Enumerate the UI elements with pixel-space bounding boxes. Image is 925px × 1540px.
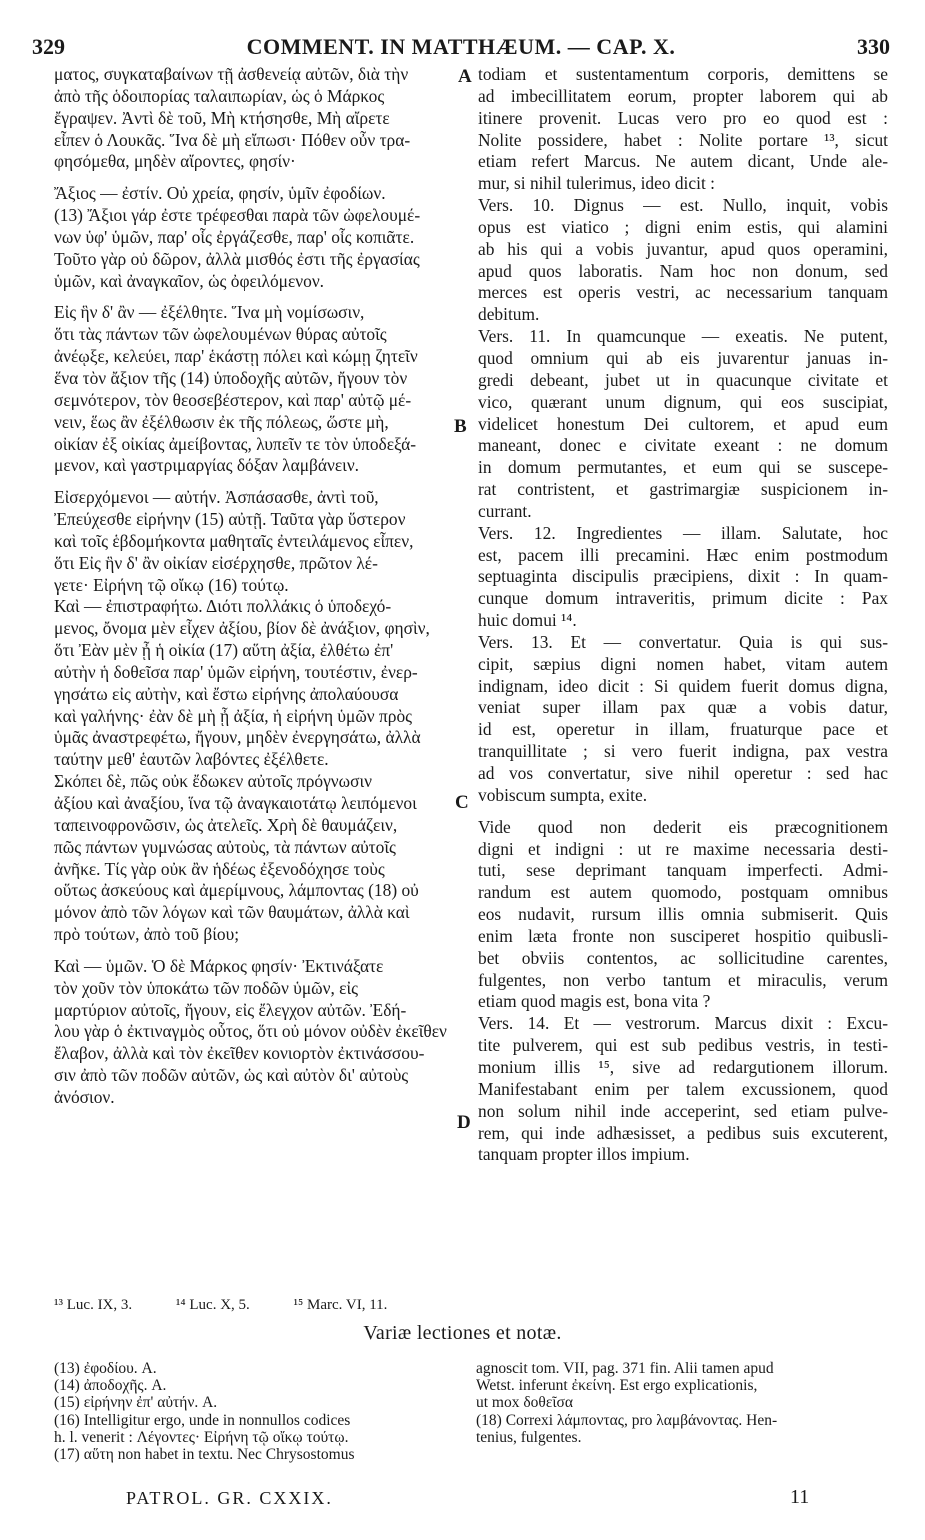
text-line: etiam quod magis est, bona vita ?: [478, 991, 711, 1012]
text-line: Vers. 10. Dignus — est. Nullo, inquit, vobis: [478, 195, 888, 216]
text-line: debitum.: [478, 304, 540, 325]
text-line: tite pulverem, qui est sub pedibus vestris, in testi-: [478, 1035, 888, 1056]
text-line: ὅτι τὰς πάντων τῶν ὠφελουμένων θύρας αὐτοῖς: [54, 324, 387, 345]
note-line: ut mox δοθεῖσα: [476, 1394, 573, 1412]
running-title: COMMENT. IN MATTHÆUM. — CAP. X.: [246, 34, 676, 59]
text-line: Vers. 13. Et — convertatur. Quia is qui sus-: [478, 631, 888, 652]
text-line: ματος, συγκαταβαίνων τῇ ἀσθενείᾳ αὐτῶν, διὰ τὴν: [54, 64, 409, 84]
text-line: Καὶ — ἐπιστραφήτω. Διότι πολλάκις ὁ ὑποδεχό-: [54, 596, 392, 617]
footnote-13: ¹³ Luc. IX, 3.: [54, 1297, 133, 1313]
text-line: veniat super illam pax quæ a vobis datur,: [478, 697, 888, 718]
text-line: ταύτην μεθ' ἑαυτῶν λαβόντες ἐξέλθετε.: [54, 749, 329, 770]
text-line: ἀνῆκε. Τίς γὰρ οὐκ ἂν ἡδέως ἐξενοδόχησε τοὺς: [54, 858, 385, 879]
text-line: indignam, ideo dicit : Si quidem fuerit domus digna,: [478, 675, 888, 696]
note-line: (18) Correxi λάμποντας, pro λαμβάνοντας. Hen-: [476, 1411, 778, 1429]
margin-letter-a: A: [458, 66, 472, 87]
page-number-left: 329: [32, 34, 65, 59]
running-header: [32, 34, 890, 64]
text-line: ὑμῶν, καὶ ἀναγκαῖον, ὡς ὀφειλόμενον.: [54, 270, 325, 291]
text-line: tranquillitate ; si vero fuerit indigna, pax vestra: [478, 741, 888, 762]
text-line: vico, quærant unum dignum, qui eos suscipiat,: [478, 391, 888, 412]
text-line: vobiscum sumpta, exite.: [478, 784, 648, 805]
footnote-14: ¹⁴ Luc. X, 5.: [175, 1297, 250, 1313]
text-line: [54, 292, 454, 302]
note-line: (15) εἰρήνην ἐπ' αὐτήν. A.: [54, 1394, 218, 1412]
text-line: todiam et sustentamentum corporis, demittens se: [478, 64, 888, 84]
text-line: Σκόπει δὲ, πῶς οὐκ ἔδωκεν αὐτοῖς πρόγνωσιν: [54, 771, 372, 792]
text-line: σιν ἀπὸ τῶν ποδῶν αὐτῶν, ὡς καὶ αὐτὸν δι' αὐτοὺς: [54, 1065, 409, 1086]
text-line: ὅτι Εἰς ἣν δ' ἂν οἰκίαν εἰσέρχησθε, πρῶτον λέ-: [54, 552, 378, 573]
text-line: merces est operis vestri, ac necessarium tanquam: [478, 282, 888, 303]
text-line: μαρτύριον αὐτοῖς, ἤγουν, εἰς ἔλεγχον αὐτῶν. Ἐδή-: [54, 999, 407, 1020]
text-line: οὕτως ἀσκεύους καὶ ἀμερίμνους, λάμποντας (18) οὐ: [54, 880, 419, 901]
text-line: καὶ γαλήνης· ἐὰν δὲ μὴ ᾖ ἀξία, ἡ εἰρήνη ὑμῶν πρὸς: [54, 705, 413, 726]
text-line: λου γὰρ ὁ ἐκτιναγμὸς οὗτος, ὅτι οὐ μόνον οὐδὲν ἐκεῖθεν: [54, 1021, 447, 1042]
text-line: opus est viatico ; digni enim estis, qui alamini: [478, 216, 888, 237]
note-line: (14) ἀποδοχῆς. A.: [54, 1377, 167, 1395]
text-line: μενος, ὄνομα μὲν εἶχεν ἀξίου, βίον δὲ ἀνάξιον, φησὶν,: [54, 618, 430, 639]
text-line: νων ὑφ' ὑμῶν, παρ' οἷς ἐργάζεσθε, παρ' οἷς κοπιᾶτε.: [54, 226, 415, 247]
text-line: ἔγραψεν. Ἀντὶ δὲ τοῦ, Μὴ κτήσησθε, Μὴ αἴρετε: [54, 107, 390, 128]
text-line: huic domui ¹⁴.: [478, 610, 577, 631]
margin-letter-b: B: [454, 416, 467, 437]
text-line: [478, 807, 888, 817]
text-line: πρὸ τούτων, ἀπὸ τοῦ βίου;: [54, 924, 240, 945]
text-line: itinere provenit. Lucas vero pro eo quod est :: [478, 107, 888, 128]
text-line: septuaginta discipulis præcipiens, dixit : In quam-: [478, 566, 888, 587]
text-line: ab his qui a vobis juvantur, apud quos operamini,: [478, 238, 888, 259]
text-line: πῶς πάντων γυμνώσας αὐτοὺς, τὰ πάντων αὐτοῖς: [54, 836, 396, 857]
footnotes: [54, 1297, 427, 1314]
footnote-15: ¹⁵ Marc. VI, 11.: [293, 1297, 388, 1313]
text-line: [54, 477, 454, 487]
note-line: (16) Intelligitur ergo, unde in nonnullos codices: [54, 1411, 351, 1429]
text-line: Καὶ — ὑμῶν. Ὁ δὲ Μάρκος φησίν· Ἐκτινάξατε: [54, 955, 384, 976]
text-line: non solum nihil inde acceperint, sed etiam pulve-: [478, 1100, 888, 1121]
text-line: currant.: [478, 500, 532, 521]
text-line: fulgentes, non verbo tantum et miraculis, verum: [478, 969, 888, 990]
text-line: μενον, καὶ γαστριμαργίας δόξαν λαμβάνειν.: [54, 455, 360, 476]
text-line: cipit, sæpius digni nomen habet, vitam autem: [478, 653, 888, 674]
text-line: enim læta fronte non susciperet hospitio quibusli-: [478, 925, 888, 946]
text-line: maneant, donec e civitate exeant : ne domum: [478, 435, 888, 456]
text-line: rat contristent, et gastrimargiæ suspicionem in-: [478, 479, 888, 500]
text-line: randum est autem quomodo, postquam omnibus: [478, 882, 888, 903]
note-line: tenius, fulgentes.: [476, 1428, 582, 1446]
latin-text-column: [478, 64, 888, 1166]
greek-text-column: [54, 64, 454, 1109]
text-line: εἶπεν ὁ Λουκᾶς. Ἵνα δὲ μὴ εἴπωσι· Πόθεν οὖν τρα-: [54, 129, 411, 150]
text-line: (13) Ἄξιοι γάρ ἐστε τρέφεσθαι παρὰ τῶν ὠφελουμέ-: [54, 205, 421, 226]
text-line: cunque domum intraveritis, primum dicite : Pax: [478, 588, 888, 609]
margin-letter-c: C: [455, 792, 469, 813]
note-line: Wetst. inferunt ἐκείνη. Est ergo explicationis,: [476, 1377, 758, 1395]
text-line: φησόμεθα, μηδὲν αἴροντες, φησίν·: [54, 151, 296, 172]
text-line: ὅτι Ἐὰν μὲν ᾖ ἡ οἰκία (17) αὕτη ἀξία, ἐλθέτω ἐπ': [54, 640, 394, 661]
text-line: [54, 173, 454, 183]
text-line: μόνον ἀπὸ τῶν λόγων καὶ τῶν θαυμάτων, ἀλλὰ καὶ: [54, 902, 410, 923]
note-line: h. l. venerit : Λέγοντες· Εἰρήνη τῷ οἴκῳ τούτῳ.: [54, 1428, 349, 1446]
text-line: tuti, sese deprimant tanquam imperfecti. Admi-: [478, 860, 888, 881]
text-line: Εἰς ἣν δ' ἂν — ἐξέλθητε. Ἵνα μὴ νομίσωσιν,: [54, 302, 365, 323]
text-line: est, pacem illi precamini. Hæc enim postmodum: [478, 544, 888, 565]
variae-lectiones-heading: Variæ lectiones et notæ.: [363, 1322, 562, 1344]
text-line: bet obviis contentos, ac sollicitudine carentes,: [478, 947, 888, 968]
text-line: αὐτὴν ἡ δοθεῖσα παρ' ὑμῶν εἰρήνη, τουτέστιν, ἐνερ-: [54, 661, 418, 682]
text-line: γησάτω εἰς αὐτὴν, καὶ ἔστω εἰρήνης ἀπολαύουσα: [54, 683, 399, 704]
sheet-number: 11: [790, 1486, 810, 1508]
text-line: γετε· Εἰρήνη τῷ οἴκῳ (16) τούτῳ.: [54, 574, 289, 595]
text-line: ὑμᾶς ἀναστρεφέτω, ἤγουν, μηδὲν ἐνεργησάτω, ἀλλὰ: [54, 727, 421, 748]
text-line: σεμνότερον, τὸν θεοσεβέστερον, καὶ παρ' αὐτῷ μέ-: [54, 389, 412, 410]
text-line: rem, qui inde adhæsisset, a pedibus suis excuterent,: [478, 1122, 888, 1143]
note-line: agnoscit tom. VII, pag. 371 fin. Alii tamen apud: [476, 1360, 774, 1377]
text-line: digni et indigni : ut re maxime necessaria desti-: [478, 838, 888, 859]
text-line: mur, si nihil tulerimus, ideo dicit :: [478, 173, 715, 194]
text-line: ταπεινοφρονῶσιν, ὡς ἀτελεῖς. Χρὴ δὲ θαυμάζειν,: [54, 814, 398, 835]
text-line: οἰκίαν ἐξ οἰκίας ἀμείβοντας, λυπεῖν τε τὸν ὑποδεξά-: [54, 433, 417, 454]
text-line: ad imbecillitatem eorum, propter laborem qui ab: [478, 85, 888, 106]
text-line: Manifestabant enim per talem excussionem, quod: [478, 1078, 888, 1099]
text-line: monium illis ¹⁵, sive ad redargutionem illorum.: [478, 1056, 888, 1077]
text-line: tanquam propter illos impium.: [478, 1144, 690, 1165]
text-line: Vers. 12. Ingredientes — illam. Salutate, hoc: [478, 522, 888, 543]
text-line: [54, 946, 454, 956]
text-line: ἔλαβον, ἀλλὰ καὶ τὸν ἐκεῖθεν κονιορτὸν ἐκτινάσσου-: [54, 1043, 425, 1064]
margin-letter-d: D: [457, 1112, 471, 1133]
text-line: eos nudavit, rursum illis omnia submiserit. Quis: [478, 904, 888, 925]
text-line: Vers. 11. In quamcunque — exeatis. Ne putent,: [478, 326, 888, 347]
text-line: ἀνόσιον.: [54, 1086, 115, 1107]
text-line: Ἐπεύχεσθε εἰρήνην (15) αὐτῇ. Ταῦτα γὰρ ὕστερον: [54, 509, 406, 530]
page-number-right: 330: [857, 34, 890, 59]
text-line: Vers. 14. Et — vestrorum. Marcus dixit : Excu-: [478, 1013, 888, 1034]
text-line: Εἰσερχόμενοι — αὐτήν. Ἀσπάσασθε, ἀντὶ τοῦ,: [54, 487, 379, 508]
text-line: Vide quod non dederit eis præcognitionem: [478, 816, 888, 837]
text-line: τὸν χοῦν τὸν ὑποκάτω τῶν ποδῶν ὑμῶν, εἰς: [54, 977, 359, 998]
text-line: ἀπὸ τῆς ὁδοιπορίας ταλαιπωρίαν, ὡς ὁ Μάρκος: [54, 85, 385, 106]
text-line: ἀξίου καὶ ἀναξίου, ἵνα τῷ ἀναγκαιοτάτῳ λειπόμενοι: [54, 793, 417, 813]
text-line: ἕνα τὸν ἄξιον τῆς (14) ὑποδοχῆς αὐτῶν, ἤγουν τὸν: [54, 367, 408, 388]
text-line: καὶ τοῖς ἑβδομήκοντα μαθηταῖς ἐντειλάμενος εἶπεν,: [54, 530, 414, 551]
text-line: Ἄξιος — ἐστίν. Οὐ χρεία, φησίν, ὑμῖν ἐφοδίων.: [54, 183, 386, 204]
printer-signature: PATROL. GR. CXXIX.: [126, 1488, 333, 1508]
note-line: (13) ἐφοδίου. A.: [54, 1360, 157, 1377]
text-line: in domum permutantes, et eum qui se suscepe-: [478, 457, 888, 478]
text-line: etiam refert Marcus. Ne autem dicant, Unde ale-: [478, 151, 888, 172]
text-line: apud quos laboratis. Nam hoc non donum, sed: [478, 260, 888, 281]
notes-left-column: [54, 1360, 464, 1463]
text-line: ἀνέῳξε, κελεύει, παρ' ἑκάστῃ πόλει καὶ κώμῃ ζητεῖν: [54, 346, 418, 367]
text-line: νειν, ἕως ἂν ἐξέλθωσιν ἐκ τῆς πόλεως, ὥστε μὴ,: [54, 411, 389, 432]
text-line: Τοῦτο γὰρ οὐ δῶρον, ἀλλὰ μισθός ἐστι τῆς ἐργασίας: [54, 248, 420, 269]
text-line: gredi debeant, jubet ut in quacunque civitate et: [478, 369, 888, 390]
text-line: id est, operetur in illam, fruaturque pace et: [478, 719, 888, 740]
note-line: (17) αὕτη non habet in textu. Nec Chrysostomus: [54, 1445, 355, 1463]
text-line: quod omnium qui ab eis juvarentur januas in-: [478, 347, 888, 368]
notes-right-column: [476, 1360, 896, 1446]
text-line: ad vos convertatur, sive nihil operetur : sed hac: [478, 763, 888, 783]
text-line: videlicet honestum Dei cultorem, et apud eum: [478, 413, 888, 434]
text-line: Nolite possidere, habet : Nolite portare ¹³, sicut: [478, 129, 888, 150]
